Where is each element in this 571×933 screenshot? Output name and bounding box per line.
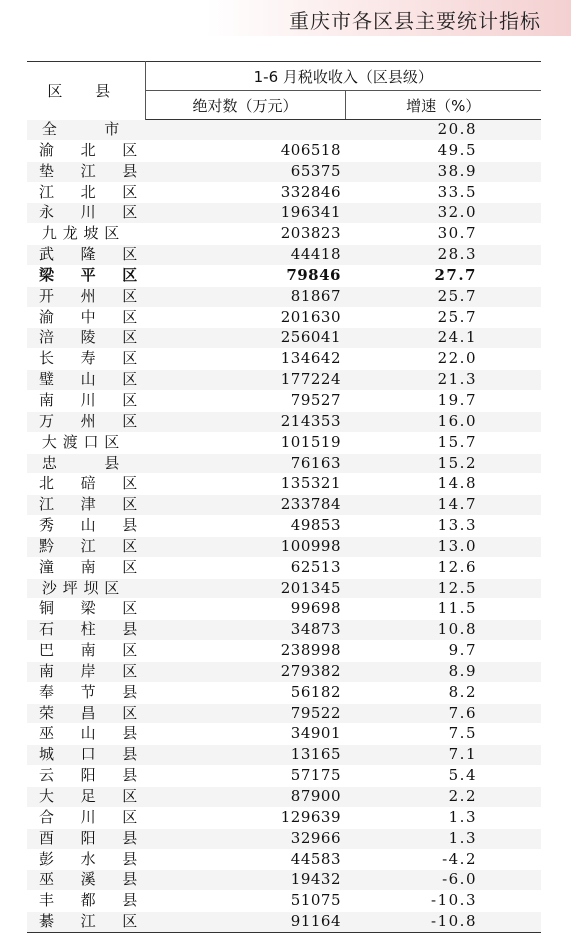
growth-rate: 12.5: [345, 578, 541, 599]
region-name: 奉 节 县: [27, 682, 145, 703]
region-name: 城 口 县: [27, 745, 145, 766]
growth-rate: 33.5: [345, 182, 541, 203]
absolute-value: 44583: [145, 849, 345, 870]
absolute-value: 101519: [145, 432, 345, 453]
absolute-value: [145, 120, 345, 141]
table-row: [27, 787, 541, 808]
region-name: 北 碚 区: [27, 474, 145, 495]
region-name: 黔 江 区: [27, 536, 145, 557]
growth-rate: 10.8: [345, 620, 541, 641]
region-name: 梁 平 区: [27, 265, 145, 286]
growth-rate: 1.3: [345, 807, 541, 828]
table-row: [27, 495, 541, 516]
growth-rate: 9.7: [345, 641, 541, 662]
absolute-value: 32966: [145, 828, 345, 849]
absolute-value: 44418: [145, 245, 345, 266]
region-name: 巫 山 县: [27, 724, 145, 745]
region-name: 江 北 区: [27, 182, 145, 203]
absolute-value: 100998: [145, 536, 345, 557]
table-row: [27, 641, 541, 662]
region-name: 荣 昌 区: [27, 703, 145, 724]
region-name: 永 川 区: [27, 203, 145, 224]
region-name: 南 岸 区: [27, 661, 145, 682]
table-row: [27, 849, 541, 870]
region-name: 忠 县: [27, 453, 145, 474]
region-name: 合 川 区: [27, 807, 145, 828]
absolute-value: 233784: [145, 495, 345, 516]
table-row: [27, 265, 541, 286]
growth-rate-column-header: 增速（%）: [345, 91, 541, 120]
absolute-column-header: 绝对数（万元）: [145, 91, 345, 120]
region-name: 云 阳 县: [27, 766, 145, 787]
growth-rate: 15.2: [345, 453, 541, 474]
absolute-value: 34901: [145, 724, 345, 745]
absolute-value: 201345: [145, 578, 345, 599]
table-row: [27, 536, 541, 557]
table-row: [27, 578, 541, 599]
absolute-value: 332846: [145, 182, 345, 203]
table-row: [27, 599, 541, 620]
region-name: 綦 江 区: [27, 912, 145, 933]
table-row: [27, 411, 541, 432]
absolute-value: 65375: [145, 161, 345, 182]
region-name: 铜 梁 区: [27, 599, 145, 620]
absolute-value: 56182: [145, 682, 345, 703]
growth-rate: 25.7: [345, 286, 541, 307]
growth-rate: 13.0: [345, 536, 541, 557]
table-row: [27, 807, 541, 828]
region-name: 巴 南 区: [27, 641, 145, 662]
growth-rate: 11.5: [345, 599, 541, 620]
table-row: [27, 203, 541, 224]
region-name: 全 市: [27, 120, 145, 141]
table-row: [27, 161, 541, 182]
region-name: 大 渡 口 区: [27, 432, 145, 453]
region-name: 沙 坪 坝 区: [27, 578, 145, 599]
growth-rate: -10.8: [345, 912, 541, 933]
region-name: 万 州 区: [27, 411, 145, 432]
growth-rate: 25.7: [345, 307, 541, 328]
table-row: [27, 120, 541, 141]
region-name: 垫 江 县: [27, 161, 145, 182]
region-name: 长 寿 区: [27, 349, 145, 370]
region-name: 九 龙 坡 区: [27, 224, 145, 245]
absolute-value: 256041: [145, 328, 345, 349]
table-row: [27, 349, 541, 370]
stats-table: [27, 61, 541, 933]
growth-rate: 7.6: [345, 703, 541, 724]
absolute-value: 129639: [145, 807, 345, 828]
growth-rate: 30.7: [345, 224, 541, 245]
region-name: 潼 南 区: [27, 557, 145, 578]
table-row: [27, 703, 541, 724]
region-name: 渝 中 区: [27, 307, 145, 328]
table-row: [27, 370, 541, 391]
table-row: [27, 828, 541, 849]
table-row: [27, 474, 541, 495]
title-band: [206, 0, 571, 36]
table-row: [27, 891, 541, 912]
region-name: 南 川 区: [27, 390, 145, 411]
absolute-value: 406518: [145, 140, 345, 161]
growth-rate: -10.3: [345, 891, 541, 912]
table-row: [27, 307, 541, 328]
table-row: [27, 557, 541, 578]
absolute-value: 279382: [145, 661, 345, 682]
region-name: 酉 阳 县: [27, 828, 145, 849]
growth-rate: 8.9: [345, 661, 541, 682]
absolute-value: 34873: [145, 620, 345, 641]
growth-rate: 20.8: [345, 120, 541, 141]
growth-rate: 21.3: [345, 370, 541, 391]
region-name: 江 津 区: [27, 495, 145, 516]
region-name: 彭 水 县: [27, 849, 145, 870]
absolute-value: 79846: [145, 265, 345, 286]
absolute-value: 91164: [145, 912, 345, 933]
absolute-value: 79527: [145, 390, 345, 411]
absolute-value: 57175: [145, 766, 345, 787]
absolute-value: 134642: [145, 349, 345, 370]
absolute-value: 49853: [145, 516, 345, 537]
absolute-value: 87900: [145, 787, 345, 808]
table-row: [27, 328, 541, 349]
growth-rate: 15.7: [345, 432, 541, 453]
region-column-header: 区 县: [27, 62, 145, 120]
growth-rate: 7.1: [345, 745, 541, 766]
absolute-value: 99698: [145, 599, 345, 620]
region-name: 武 隆 区: [27, 245, 145, 266]
growth-rate: 27.7: [345, 265, 541, 286]
region-name: 开 州 区: [27, 286, 145, 307]
tax-revenue-group-header: 1-6 月税收收入（区县级）: [145, 62, 541, 91]
absolute-value: 177224: [145, 370, 345, 391]
table-row: [27, 245, 541, 266]
absolute-value: 51075: [145, 891, 345, 912]
absolute-value: 201630: [145, 307, 345, 328]
table-row: [27, 140, 541, 161]
table-row: [27, 724, 541, 745]
growth-rate: 32.0: [345, 203, 541, 224]
table-row: [27, 745, 541, 766]
absolute-value: 238998: [145, 641, 345, 662]
growth-rate: 16.0: [345, 411, 541, 432]
region-name: 涪 陵 区: [27, 328, 145, 349]
table-row: [27, 432, 541, 453]
table-row: [27, 390, 541, 411]
table-row: [27, 661, 541, 682]
growth-rate: 38.9: [345, 161, 541, 182]
table-row: [27, 224, 541, 245]
absolute-value: 196341: [145, 203, 345, 224]
region-name: 渝 北 区: [27, 140, 145, 161]
absolute-value: 62513: [145, 557, 345, 578]
growth-rate: 28.3: [345, 245, 541, 266]
table-row: [27, 620, 541, 641]
region-name: 大 足 区: [27, 787, 145, 808]
table-body: [27, 120, 541, 933]
table-row: [27, 286, 541, 307]
growth-rate: 49.5: [345, 140, 541, 161]
growth-rate: 1.3: [345, 828, 541, 849]
table-row: [27, 182, 541, 203]
absolute-value: 81867: [145, 286, 345, 307]
growth-rate: 8.2: [345, 682, 541, 703]
growth-rate: -6.0: [345, 870, 541, 891]
absolute-value: 79522: [145, 703, 345, 724]
growth-rate: 14.8: [345, 474, 541, 495]
table-row: [27, 766, 541, 787]
table-row: [27, 912, 541, 933]
region-name: 丰 都 县: [27, 891, 145, 912]
region-name: 石 柱 县: [27, 620, 145, 641]
absolute-value: 203823: [145, 224, 345, 245]
growth-rate: 7.5: [345, 724, 541, 745]
table-row: [27, 516, 541, 537]
growth-rate: 5.4: [345, 766, 541, 787]
absolute-value: 76163: [145, 453, 345, 474]
growth-rate: 19.7: [345, 390, 541, 411]
growth-rate: 12.6: [345, 557, 541, 578]
absolute-value: 19432: [145, 870, 345, 891]
table-row: [27, 682, 541, 703]
growth-rate: 24.1: [345, 328, 541, 349]
table-row: [27, 870, 541, 891]
absolute-value: 135321: [145, 474, 345, 495]
absolute-value: 13165: [145, 745, 345, 766]
page-title: 重庆市各区县主要统计指标: [289, 9, 541, 33]
absolute-value: 214353: [145, 411, 345, 432]
growth-rate: 2.2: [345, 787, 541, 808]
region-name: 巫 溪 县: [27, 870, 145, 891]
growth-rate: 13.3: [345, 516, 541, 537]
table-row: [27, 453, 541, 474]
region-name: 秀 山 县: [27, 516, 145, 537]
growth-rate: 14.7: [345, 495, 541, 516]
growth-rate: -4.2: [345, 849, 541, 870]
region-name: 璧 山 区: [27, 370, 145, 391]
growth-rate: 22.0: [345, 349, 541, 370]
